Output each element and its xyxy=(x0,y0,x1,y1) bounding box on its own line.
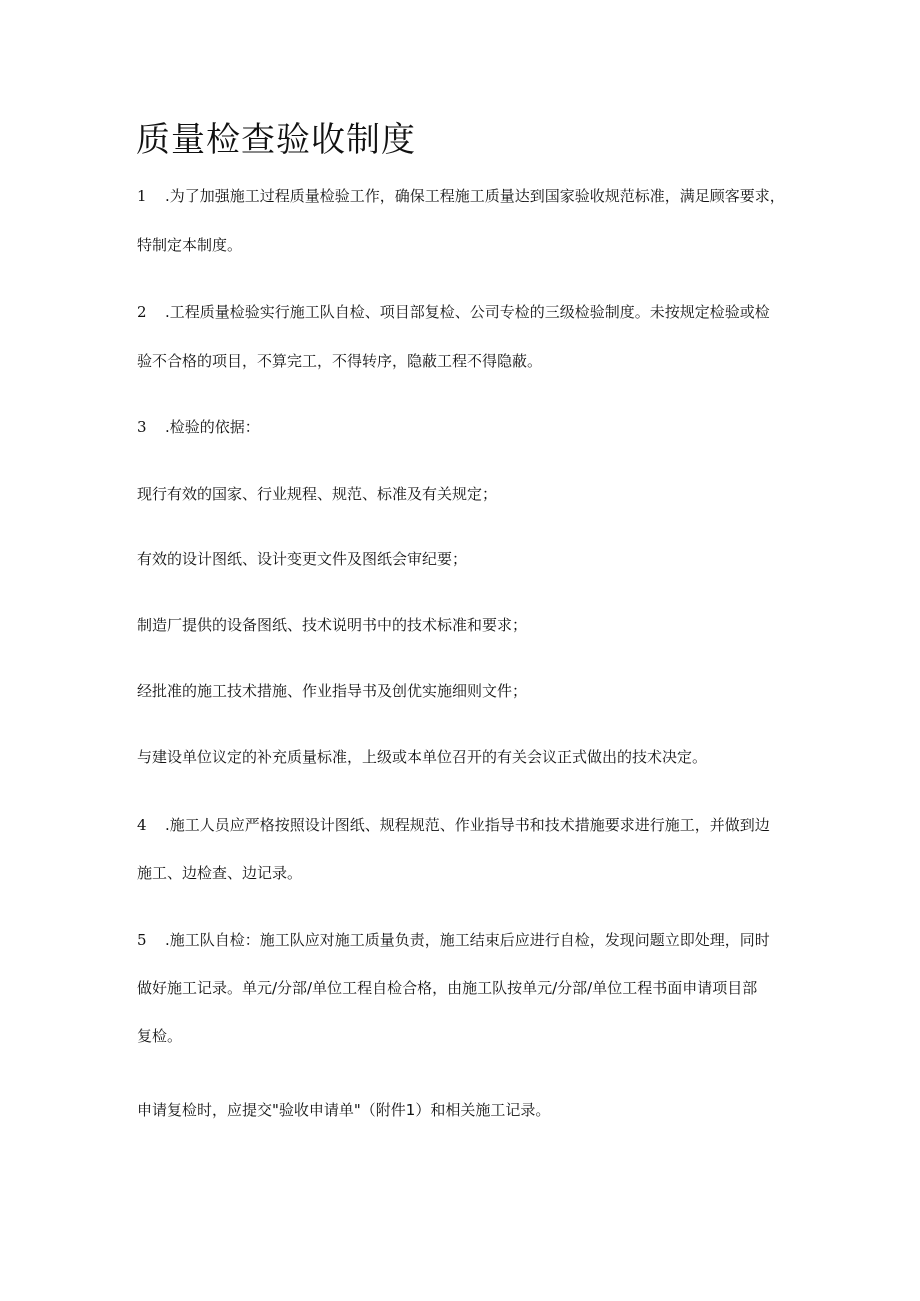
paragraph-3-line-1 xyxy=(137,417,260,437)
item-number: 2 xyxy=(137,303,147,321)
basis-item-1 xyxy=(137,484,497,504)
basis-item-2 xyxy=(137,549,467,569)
paragraph-5-line-1 xyxy=(137,930,770,950)
line-text: .工程质量检验实行施工队自检、项目部复检、公司专检的三级检验制度。未按规定检验或检 xyxy=(165,303,770,321)
paragraph-2-line-2 xyxy=(137,351,542,371)
paragraph-5-line-2 xyxy=(137,978,757,998)
line-text: .检验的依据： xyxy=(165,418,260,436)
item-number: 1 xyxy=(137,187,147,205)
line-text: 特制定本制度。 xyxy=(137,236,243,254)
line-text: .为了加强施工过程质量检验工作，确保工程施工质量达到国家验收规范标准，满足顾客要求， xyxy=(165,187,785,205)
item-number: 4 xyxy=(137,816,147,834)
basis-item-5 xyxy=(137,747,707,767)
line-text: 申请复检时，应提交"验收申请单"（附件1）和相关施工记录。 xyxy=(137,1101,551,1119)
line-text: 经批准的施工技术措施、作业指导书及创优实施细则文件； xyxy=(137,682,528,700)
line-text: 制造厂提供的设备图纸、技术说明书中的技术标准和要求； xyxy=(137,616,528,634)
paragraph-5-line-3 xyxy=(137,1026,182,1046)
item-number: 5 xyxy=(137,931,147,949)
line-text: .施工人员应严格按照设计图纸、规程规范、作业指导书和技术措施要求进行施工，并做到边 xyxy=(165,816,770,834)
line-text: 与建设单位议定的补充质量标准，上级或本单位召开的有关会议正式做出的技术决定。 xyxy=(137,748,708,766)
line-text: 验不合格的项目，不算完工，不得转序，隐蔽工程不得隐蔽。 xyxy=(137,352,543,370)
paragraph-2-line-1 xyxy=(137,302,770,322)
document-title: 质量检查验收制度 xyxy=(136,120,416,160)
basis-item-3 xyxy=(137,615,527,635)
line-text: 施工、边检查、边记录。 xyxy=(137,864,303,882)
line-text: 有效的设计图纸、设计变更文件及图纸会审纪要； xyxy=(137,550,468,568)
paragraph-6-line-1 xyxy=(137,1100,550,1120)
line-text: 现行有效的国家、行业规程、规范、标准及有关规定； xyxy=(137,485,498,503)
basis-item-4 xyxy=(137,681,527,701)
paragraph-4-line-2 xyxy=(137,863,302,883)
item-number: 3 xyxy=(137,418,147,436)
paragraph-1-line-2 xyxy=(137,235,242,255)
paragraph-1-line-1 xyxy=(137,186,785,206)
line-text: 复检。 xyxy=(137,1027,183,1045)
line-text: 做好施工记录。单元/分部/单位工程自检合格，由施工队按单元/分部/单位工程书面申请项目部 xyxy=(137,979,758,997)
line-text: .施工队自检：施工队应对施工质量负责，施工结束后应进行自检，发现问题立即处理，同时 xyxy=(165,931,770,949)
paragraph-4-line-1 xyxy=(137,815,770,835)
